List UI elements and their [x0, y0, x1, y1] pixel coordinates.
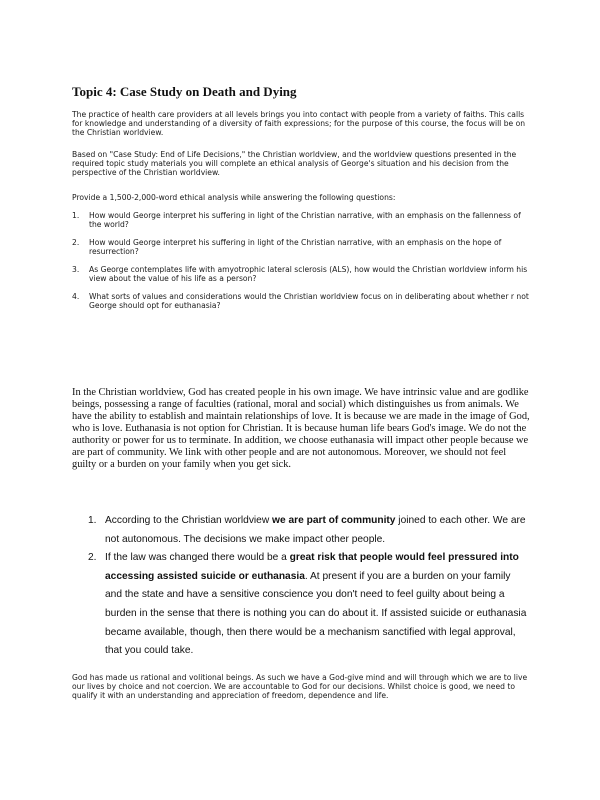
question-text: What sorts of values and considerations would the Christian worldview focus on in deliberating about whether r not George should opt for euthanasia? — [89, 291, 529, 310]
question-text: How would George interpret his suffering in light of the Christian narrative, with an emphasis on the fallenness of the world? — [89, 211, 521, 230]
answer-point-item — [88, 549, 528, 661]
answer-point-text — [105, 515, 526, 545]
question-item — [72, 211, 532, 229]
question-item — [72, 292, 532, 310]
answer-point-post: . At present if you are a burden on your family and the state and have a sensitive conscience you don't need to feel guilty about being a burden in the sense that there is nothing you can do about it. If assisted suicide or euthanasia became available, though, then there would be a mechanism sanctified with legal approval, that you could take. — [105, 570, 527, 657]
closing-paragraph: God has made us rational and volitional beings. As such we have a God-give mind and will through which we are to live our lives by choice and not coercion. We are accountable to God for our decisions. Whilst choice is good, we need to qualify it with an understanding and appreciation of freedom, dependence and life. — [72, 673, 528, 701]
question-item — [72, 265, 532, 283]
question-number: 3. — [72, 264, 80, 274]
question-number: 4. — [72, 291, 80, 301]
answer-point-post: joined to each other. We are not autonomous. The decisions we make impact other people. — [105, 515, 526, 545]
question-text: How would George interpret his suffering in light of the Christian narrative, with an emphasis on the hope of resurrection? — [89, 237, 502, 257]
intro-paragraph-2: Based on "Case Study: End of Life Decisions," the Christian worldview, and the worldview questions presented in the required topic study materials you will complete an ethical analysis of George's situation and his decision from the perspective of the Christian worldview. — [72, 150, 517, 178]
answer-point-number: 1. — [88, 515, 97, 526]
answer-point-list — [88, 512, 528, 661]
question-list — [72, 211, 532, 319]
answer-point-emphasis: we are part of community — [272, 515, 396, 526]
question-number: 1. — [72, 211, 80, 220]
question-text: As George contemplates life with amyotrophic lateral sclerosis (ALS), how would the Christian worldview inform his view about the value of his life as a person? — [89, 264, 528, 284]
answer-point-text — [105, 552, 526, 656]
answer-point-pre: If the law was changed there would be a — [105, 552, 290, 564]
question-number: 2. — [72, 237, 80, 247]
document-title: Topic 4: Case Study on Death and Dying — [72, 84, 297, 99]
question-item — [72, 238, 532, 256]
answer-point-item — [88, 512, 528, 549]
intro-paragraph-1: The practice of health care providers at all levels brings you into contact with people from a variety of faiths. This calls for knowledge and understanding of a diversity of faith expressions; for the purpose of this course, the focus will be on the Christian worldview. — [72, 110, 526, 138]
answer-paragraph: In the Christian worldview, God has created people in his own image. We have intrinsic value and are godlike beings, possessing a range of faculties (rational, moral and social) which distinguishes us from animals. We have the ability to establish and maintain relationships of love. It is because we are made in the image of God, who is love. Euthanasia is not option for Christian. It is because human life bears God's image. We do not the authority or power for us to terminate. In addition, we choose euthanasia will impact other people because we are part of community. We link with other people and are not autonomous. Moreover, we should not feel guilty or a burden on your family when you get sick. — [72, 387, 530, 470]
answer-point-emphasis: great risk that people would feel pressured into accessing assisted suicide or euthanasia — [105, 552, 519, 582]
answer-point-pre: According to the Christian worldview — [105, 515, 273, 526]
intro-paragraph-3: Provide a 1,500-2,000-word ethical analysis while answering the following questions: — [72, 193, 396, 202]
answer-point-number: 2. — [88, 552, 97, 564]
